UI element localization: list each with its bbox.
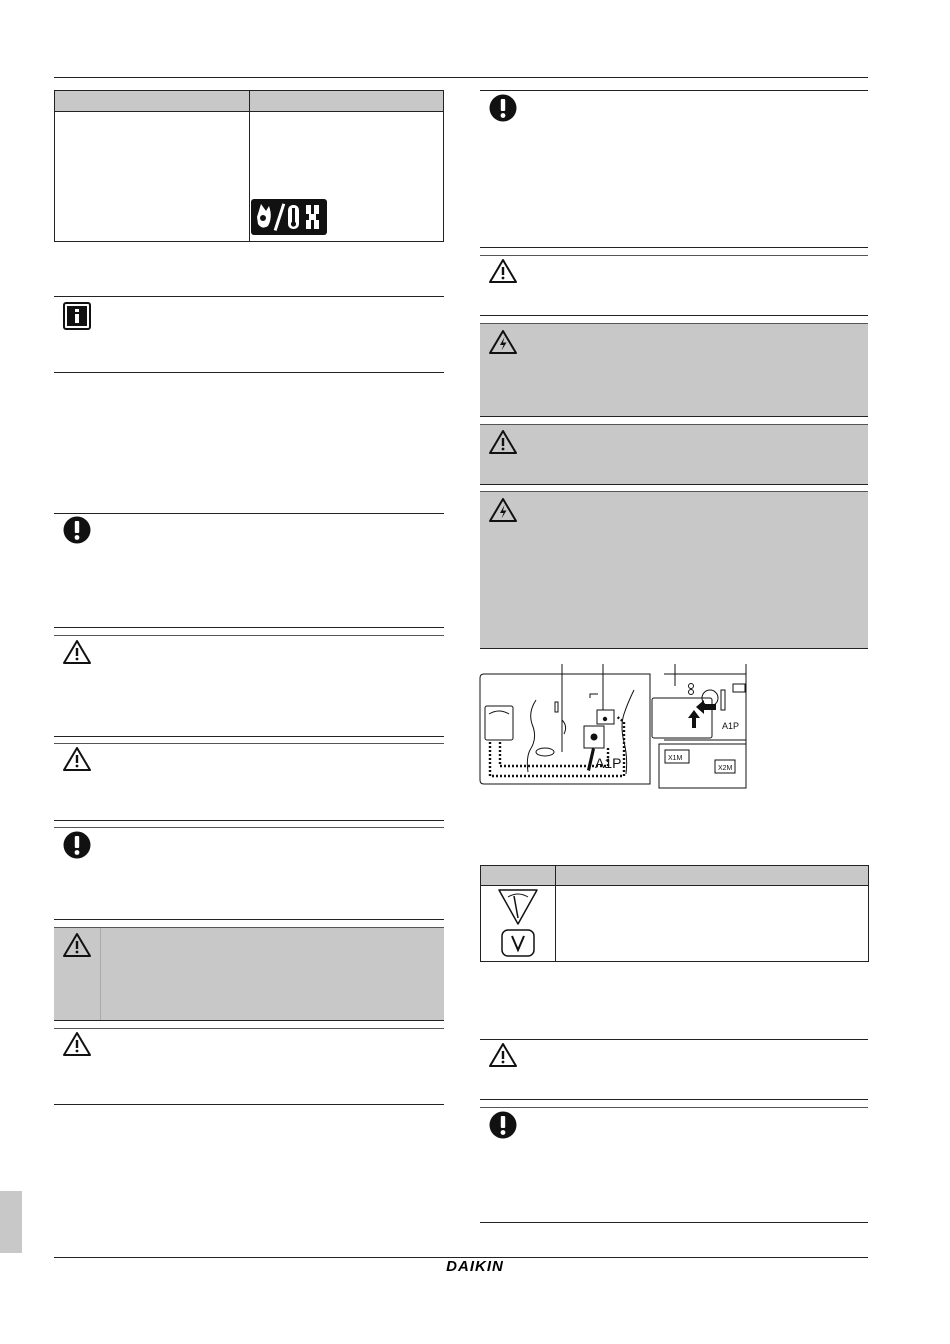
caution-box-grey <box>54 927 444 1021</box>
caution-r1-rule-bottom <box>480 315 868 316</box>
board-label-main: A1P <box>595 755 622 771</box>
header-rule <box>54 77 868 78</box>
caution-icon <box>62 639 92 665</box>
notice-icon <box>62 830 92 860</box>
info-rule-bottom <box>54 372 444 373</box>
terminal-label-x2m: X2M <box>718 765 733 772</box>
caution-r2-rule-bottom <box>480 1099 868 1100</box>
cooling-heating-fan-mode-icon <box>251 199 327 235</box>
terminal-label-x1m: X1M <box>668 755 683 762</box>
caution-1-rule-bottom <box>54 736 444 737</box>
notice-2-rule-bottom <box>54 919 444 920</box>
caution-2-rule-bottom <box>54 820 444 821</box>
notice-r1-rule-bottom <box>480 247 868 248</box>
caution-1-rule-top <box>54 635 444 636</box>
voltmeter-icon <box>495 888 541 958</box>
information-icon <box>63 302 91 330</box>
notice-1-rule-top <box>54 513 444 514</box>
brand-logo: DAIKIN <box>446 1258 504 1275</box>
caution-r1-rule-top <box>480 255 868 256</box>
electric-shock-icon <box>488 497 518 523</box>
board-label-inset: A1P <box>722 721 740 731</box>
mode-table-divider <box>249 91 250 241</box>
notice-icon <box>488 93 518 123</box>
electric-box-2 <box>480 491 868 649</box>
notice-1-rule-bottom <box>54 627 444 628</box>
electric-box-1 <box>480 323 868 417</box>
caution-box-icon-column <box>100 928 101 1021</box>
measurement-table-header <box>481 866 868 886</box>
chapter-tab <box>0 1191 22 1253</box>
caution-box-grey-rule <box>54 1020 444 1021</box>
notice-r1-rule-top <box>480 90 868 91</box>
notice-icon <box>62 515 92 545</box>
caution-icon <box>488 1042 518 1068</box>
caution-icon <box>488 429 518 455</box>
caution-3-rule-bottom <box>54 1104 444 1105</box>
measurement-table <box>480 865 869 962</box>
caution-icon <box>62 932 92 958</box>
mode-table <box>54 90 444 242</box>
caution-icon <box>62 746 92 772</box>
notice-r2-rule-bottom <box>480 1222 868 1223</box>
control-box-wiring-diagram <box>478 662 778 792</box>
caution-box-r <box>480 424 868 485</box>
notice-icon <box>488 1110 518 1140</box>
caution-3-rule-top <box>54 1028 444 1029</box>
caution-icon <box>62 1031 92 1057</box>
notice-r2-rule-top <box>480 1107 868 1108</box>
caution-2-rule-top <box>54 743 444 744</box>
caution-icon <box>488 258 518 284</box>
caution-r2-rule-top <box>480 1039 868 1040</box>
info-rule-top <box>54 296 444 297</box>
measurement-table-divider <box>555 866 556 961</box>
electric-shock-icon <box>488 329 518 355</box>
notice-2-rule-top <box>54 827 444 828</box>
